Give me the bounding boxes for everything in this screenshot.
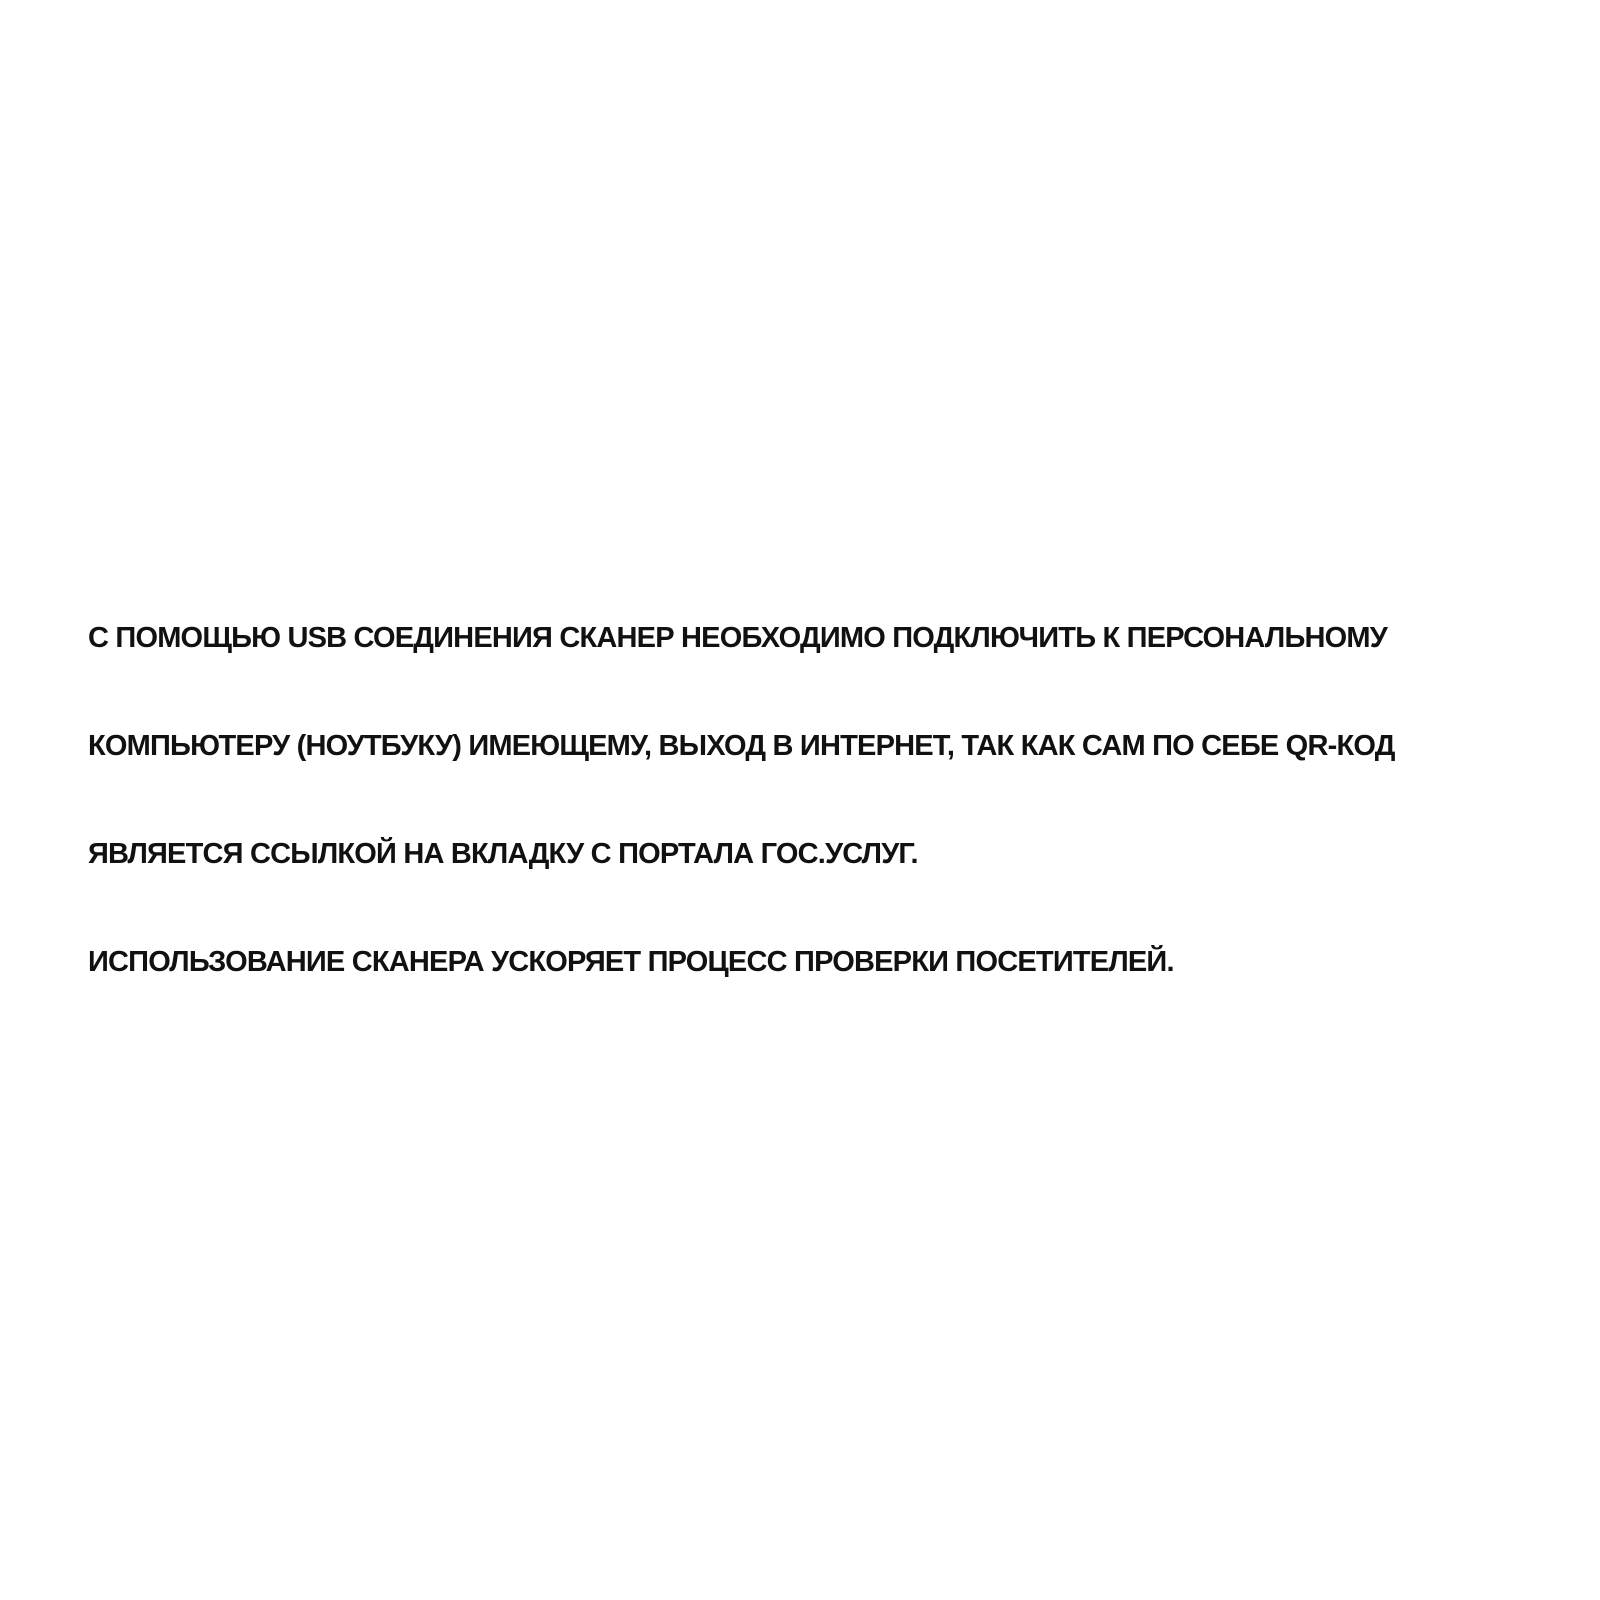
text-line-2: КОМПЬЮТЕРУ (НОУТБУКУ) ИМЕЮЩЕМУ, ВЫХОД В ИНТЕРНЕТ, ТАК КАК САМ ПО СЕБЕ QR-КОД [88,730,1395,762]
text-line-1: С ПОМОЩЬЮ USB СОЕДИНЕНИЯ СКАНЕР НЕОБХОДИМО ПОДКЛЮЧИТЬ К ПЕРСОНАЛЬНОМУ [88,622,1387,654]
instruction-text [88,610,1568,1042]
text-line-3: ЯВЛЯЕТСЯ ССЫЛКОЙ НА ВКЛАДКУ С ПОРТАЛА ГОС.УСЛУГ. [88,838,918,870]
text-line-4: ИСПОЛЬЗОВАНИЕ СКАНЕРА УСКОРЯЕТ ПРОЦЕСС ПРОВЕРКИ ПОСЕТИТЕЛЕЙ. [88,946,1174,978]
